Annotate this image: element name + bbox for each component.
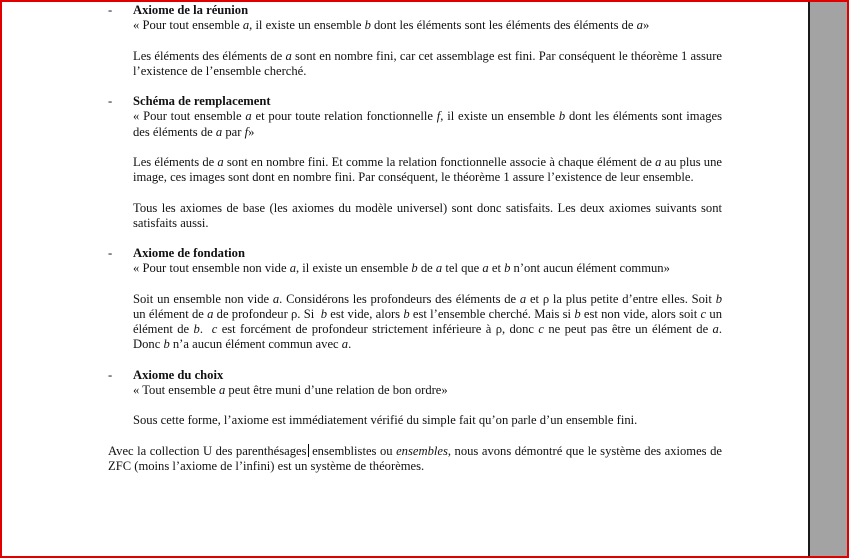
axiom-statement-fondation: « Pour tout ensemble non vide a, il existe un ensemble b de a tel que a et b n’ont aucun élément commun» (133, 261, 670, 276)
bullet-dash: - (108, 246, 113, 261)
bullet-dash: - (108, 94, 113, 109)
bullet-dash: - (108, 367, 113, 382)
proof-paragraph-remplacement: Les éléments de a sont en nombre fini. Et comme la relation fonctionnelle associe à chaque élément de a au plus une image, ces images sont dont en nombre fini. Par conséquent, le théorème 1 assure l’existence de leur ensemble. (133, 154, 722, 185)
axiom-statement-remplacement: « Pour tout ensemble a et pour toute relation fonctionnelle f, il existe un ensemble b dont les éléments sont images des éléments de a par f» (133, 109, 722, 139)
section-title-remplacement: Schéma de remplacement (133, 94, 271, 109)
section-title-fondation: Axiome de fondation (133, 246, 245, 261)
list-item-fondation (108, 246, 722, 352)
list-item-remplacement (108, 94, 722, 231)
section-title-reunion: Axiome de la réunion (133, 3, 249, 17)
summary-paragraph: Tous les axiomes de base (les axiomes du modèle universel) sont donc satisfaits. Les deux axiomes suivants sont satisfaits aussi. (133, 200, 722, 230)
list-item-choix (108, 368, 722, 429)
proof-paragraph-fondation: Soit un ensemble non vide a. Considérons les profondeurs des éléments de a et ρ la plus petite d’entre elles. Soit b un élément de a de profondeur ρ. Si b est vide, alors b est l’ensemble cherché. Mais si b est non vide, alors soit c un élément de b. c est forcément de profondeur strictement inférieure à ρ, donc c ne peut pas être un élément de a. Donc b n’a aucun élément commun avec a. (133, 291, 722, 352)
axiom-statement-reunion: « Pour tout ensemble a, il existe un ensemble b dont les éléments sont les éléments des éléments de a» (133, 18, 650, 33)
axiom-statement-choix: « Tout ensemble a peut être muni d’une relation de bon ordre» (133, 382, 448, 397)
document-page[interactable] (2, 2, 808, 556)
section-title-choix: Axiome du choix (133, 367, 224, 382)
bullet-dash: - (108, 3, 113, 17)
document-margin-gutter (808, 2, 847, 556)
list-item-reunion (108, 3, 722, 79)
document-body (108, 3, 722, 474)
proof-paragraph-choix: Sous cette forme, l’axiome est immédiatement vérifié du simple fait qu’on parle d’un ensemble fini. (133, 413, 638, 428)
conclusion-paragraph: Avec la collection U des parenthésages ensemblistes ou ensembles, nous avons démontré que le système des axiomes de ZFC (moins l’axiome de l’infini) est un système de théorèmes. (108, 443, 722, 473)
proof-paragraph-reunion: Les éléments des éléments de a sont en nombre fini, car cet assemblage est fini. Par conséquent le théorème 1 assure l’existence de l’ensemble cherché. (133, 48, 723, 78)
